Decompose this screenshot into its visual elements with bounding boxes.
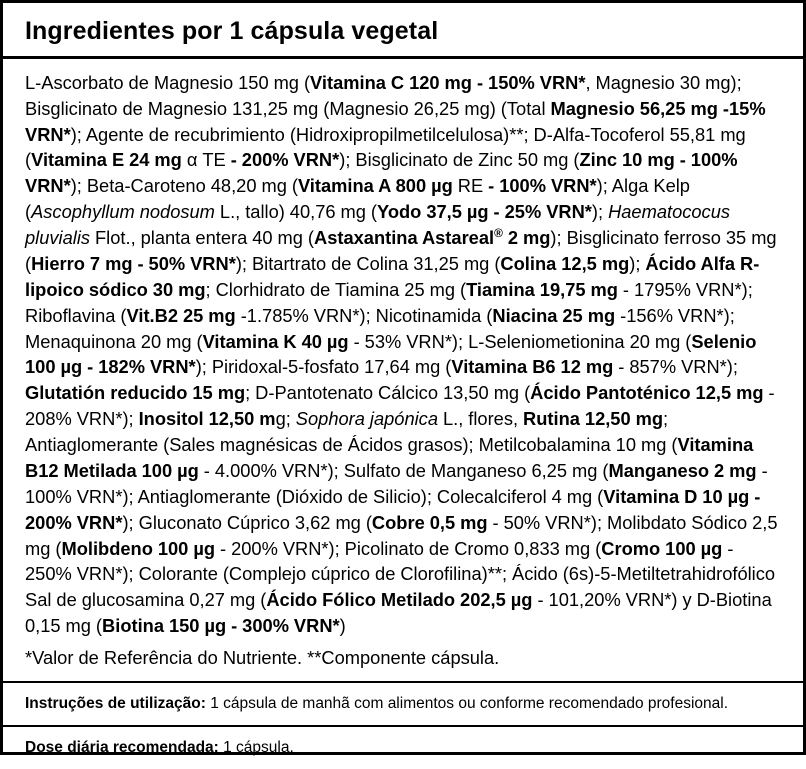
usage-instructions — [3, 683, 803, 725]
dose-value: 1 cápsula. — [218, 738, 294, 756]
daily-dose — [3, 727, 803, 769]
dose-label: Dose diária recomendada: — [25, 738, 219, 756]
footnote-text: *Valor de Referência do Nutriente. **Componente cápsula. — [25, 647, 500, 668]
ingredients-text: L-Ascorbato de Magnesio 150 mg (Vitamina C 120 mg - 150% VRN*, Magnesio 30 mg); Bisglicinato de Magnesio 131,25 mg (Magnesio 26,25 mg) (Total Magnesio 56,25 mg -15% VRN*); Agente de recubrimiento (Hidroxipropilmetilcelulosa)**; D-Alfa-Tocoferol 55,81 mg (Vitamina E 24 mg α TE - 200% VRN*); Bisglicinato de Zinc 50 mg (Zinc 10 mg - 100% VRN*); Beta-Caroteno 48,20 mg (Vitamina A 800 µg RE - 100% VRN*); Alga Kelp (Ascophyllum nodosum L., tallo) 40,76 mg (Yodo 37,5 µg - 25% VRN*); Haematococus pluvialis Flot., planta entera 40 mg (Astaxantina Astareal® 2 mg); Bisglicinato ferroso 35 mg (Hierro 7 mg - 50% VRN*); Bitartrato de Colina 31,25 mg (Colina 12,5 mg); Ácido Alfa R-lipoico sódico 30 mg; Clorhidrato de Tiamina 25 mg (Tiamina 19,75 mg - 1795% VRN*); Riboflavina (Vit.B2 25 mg -1.785% VRN*); Nicotinamida (Niacina 25 mg -156% VRN*); Menaquinona 20 mg (Vitamina K 40 µg - 53% VRN*); L-Seleniometionina 20 mg (Selenio 100 µg - 182% VRN*); Piridoxal-5-fosfato 17,64 mg (Vitamina B6 12 mg - 857% VRN*); Glutatión reducido 15 mg; D-Pantotenato Cálcico 13,50 mg (Ácido Pantoténico 12,5 mg - 208% VRN*); Inositol 12,50 mg; Sophora japónica L., flores, Rutina 12,50 mg; Antiaglomerante (Sales magnésicas de Ácidos grasos); Metilcobalamina 10 mg (Vitamina B12 Metilada 100 µg - 4.000% VRN*); Sulfato de Manganeso 6,25 mg (Manganeso 2 mg - 100% VRN*); Antiaglomerante (Dióxido de Silicio); Colecalciferol 4 mg (Vitamina D 10 µg - 200% VRN*); Gluconato Cúprico 3,62 mg (Cobre 0,5 mg - 50% VRN*); Molibdato Sódico 2,5 mg (Molibdeno 100 µg - 200% VRN*); Picolinato de Cromo 0,833 mg (Cromo 100 µg - 250% VRN*); Colorante (Complejo cúprico de Clorofilina)**; Ácido (6s)-5-Metiltetrahidrofólico Sal de glucosamina 0,27 mg (Ácido Fólico Metilado 202,5 µg - 101,20% VRN*) y D-Biotina 0,15 mg (Biotina 150 µg - 300% VRN*) — [25, 71, 778, 637]
usage-label: Instruções de utilização: — [25, 694, 206, 712]
usage-value: 1 cápsula de manhã com alimentos ou conforme recomendado profesional. — [205, 694, 729, 712]
panel-title: Ingredientes por 1 cápsula vegetal — [25, 17, 439, 45]
